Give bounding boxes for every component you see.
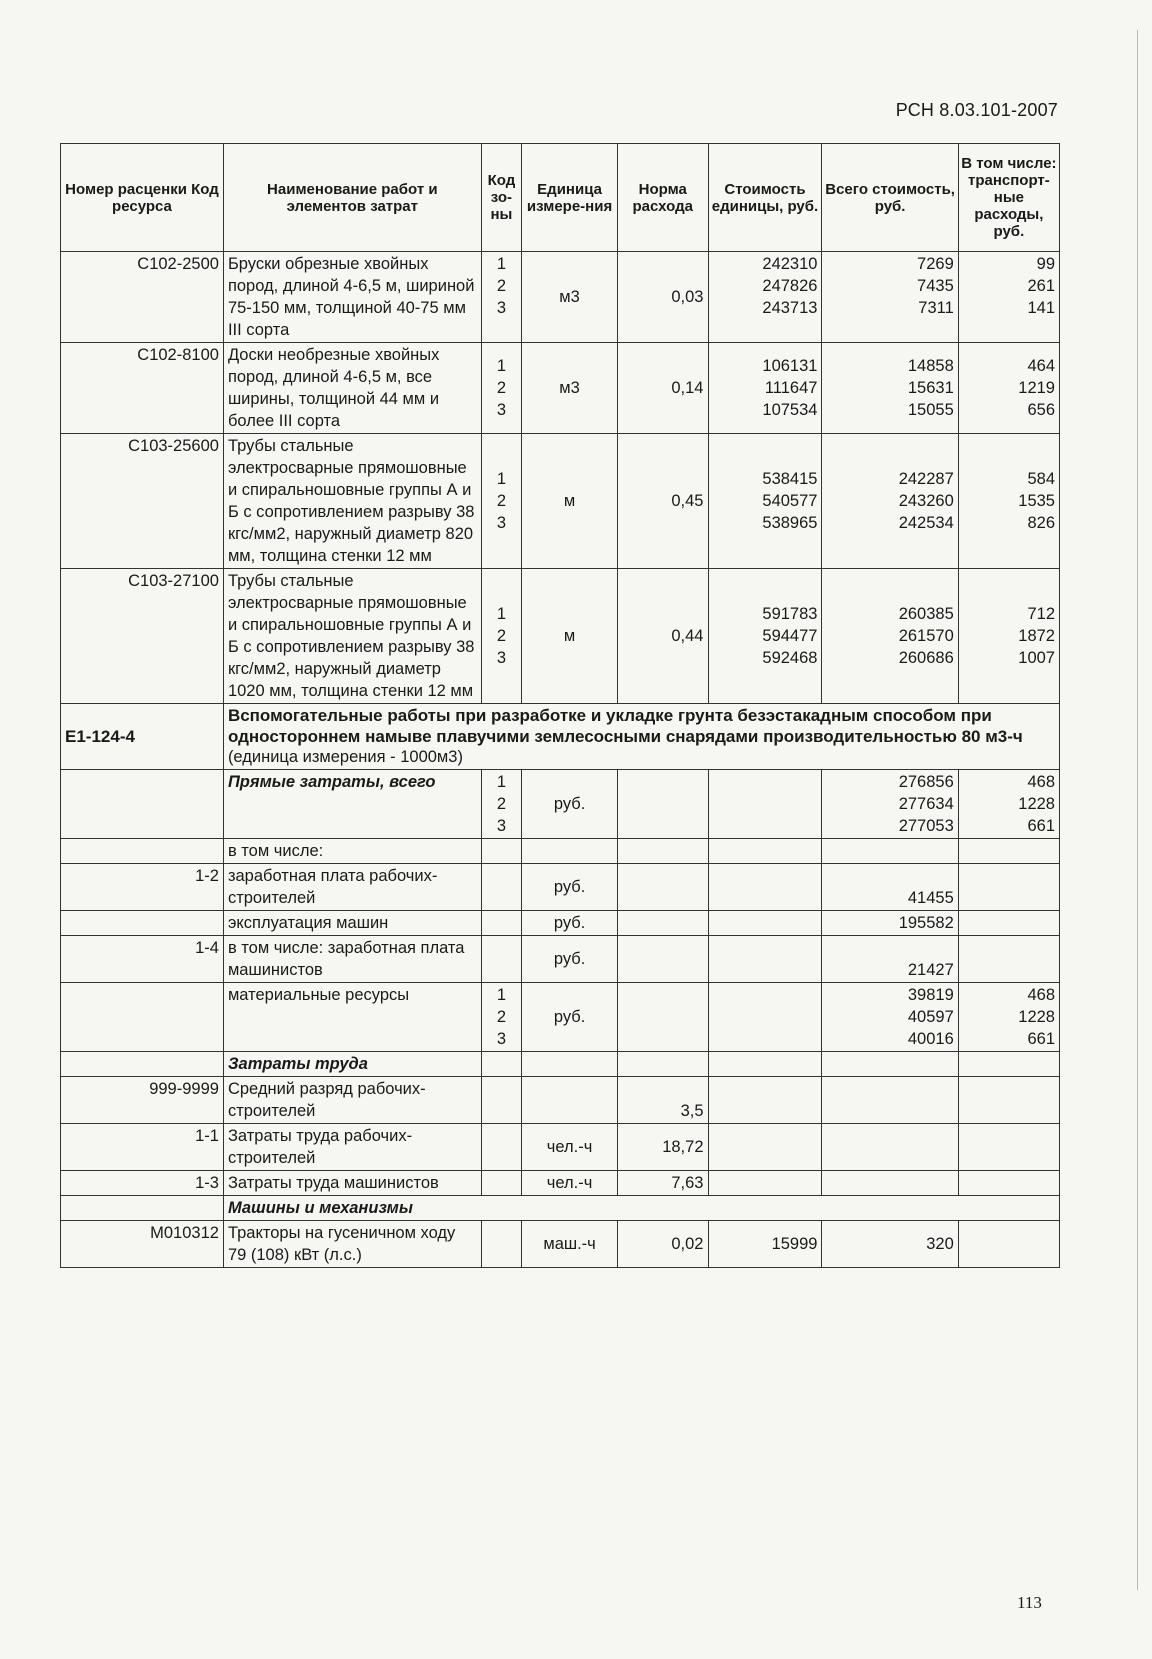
resource-norm: 7,63 [617,1171,708,1196]
resource-code: С103-27100 [61,569,224,704]
resource-name: Средний разряд рабочих-строителей [223,1077,481,1124]
direct-costs-name: Прямые затраты, всего [223,770,481,839]
transport-values: 464 1219 656 [958,343,1059,434]
table-row [61,1052,1060,1077]
total-cost-values: 242287 243260 242534 [822,434,958,569]
resource-code: М010312 [61,1221,224,1268]
direct-costs-unit: руб. [522,770,618,839]
table-row [61,252,1060,343]
resource-name: Затраты труда машинистов [223,1171,481,1196]
table-row [61,569,1060,704]
total-cost-value: 41455 [822,864,958,911]
resource-norm: 0,03 [617,252,708,343]
table-row [61,1077,1060,1124]
resource-name: Доски необрезные хвойных пород, длиной 4-6,5 м, все ширины, толщиной 44 мм и более III сорта [223,343,481,434]
resource-unit: руб. [522,864,618,911]
table-row [61,1196,1060,1221]
resource-code: 1-4 [61,936,224,983]
table-header-row [61,144,1060,252]
empty-cell [61,911,224,936]
resource-name: Бруски обрезные хвойных пород, длиной 4-6,5 м, шириной 75-150 мм, толщиной 40-75 мм III сорта [223,252,481,343]
table-row [61,1124,1060,1171]
total-cost-values: 14858 15631 15055 [822,343,958,434]
col-header-name: Наименование работ и элементов затрат [223,144,481,252]
machinery-header: Машины и механизмы [223,1196,1059,1221]
empty-cell [61,1052,224,1077]
page-edge-line [1137,30,1138,1590]
col-header-total-cost: Всего стоимость, руб. [822,144,958,252]
resource-unit: чел.-ч [522,1171,618,1196]
resource-unit: руб. [522,983,618,1052]
resource-name: в том числе: заработная плата машинистов [223,936,481,983]
zone-codes: 1 2 3 [481,770,521,839]
col-header-code: Номер расценки Код ресурса [61,144,224,252]
resource-code: 1-3 [61,1171,224,1196]
unit-cost-value: 15999 [708,1221,822,1268]
col-header-transport: В том числе: транспорт-ные расходы, руб. [958,144,1059,252]
resource-norm: 3,5 [617,1077,708,1124]
table-row [61,983,1060,1052]
unit-cost-values: 538415 540577 538965 [708,434,822,569]
table-row [61,864,1060,911]
section-unit-note: (единица измерения - 1000м3) [227,748,463,766]
zone-codes: 1 2 3 [481,343,521,434]
resource-unit: м [522,569,618,704]
col-header-unit-cost: Стоимость единицы, руб. [708,144,822,252]
resource-name: Трубы стальные электросварные прямошовные и спиральношовные группы А и Б с сопротивлением разрыву 38 кгс/мм2, наружный диаметр 820 мм, толщина стенки 12 мм [223,434,481,569]
resource-norm: 0,45 [617,434,708,569]
unit-cost-values: 242310 247826 243713 [708,252,822,343]
transport-values: 712 1872 1007 [958,569,1059,704]
empty-cell [708,770,822,839]
empty-cell [61,1196,224,1221]
resource-unit: м [522,434,618,569]
resource-unit: чел.-ч [522,1124,618,1171]
total-cost-value: 21427 [822,936,958,983]
resource-name: Тракторы на гусеничном ходу 79 (108) кВт (л.с.) [223,1221,481,1268]
total-cost-values: 7269 7435 7311 [822,252,958,343]
resource-name: Затраты труда рабочих-строителей [223,1124,481,1171]
resource-code: С102-2500 [61,252,224,343]
resource-code: С102-8100 [61,343,224,434]
resource-unit: м3 [522,252,618,343]
resource-code: 1-1 [61,1124,224,1171]
resource-code: С103-25600 [61,434,224,569]
resource-norm: 0,14 [617,343,708,434]
table-row [61,343,1060,434]
unit-cost-values: 106131 111647 107534 [708,343,822,434]
unit-cost-values: 591783 594477 592468 [708,569,822,704]
zone-codes: 1 2 3 [481,569,521,704]
col-header-unit: Единица измере-ния [522,144,618,252]
resource-unit: руб. [522,936,618,983]
col-header-norm: Норма расхода [617,144,708,252]
section-row [61,704,1060,770]
zone-codes: 1 2 3 [481,252,521,343]
resource-norm: 18,72 [617,1124,708,1171]
empty-cell [61,770,224,839]
resource-code: 999-9999 [61,1077,224,1124]
transport-values: 584 1535 826 [958,434,1059,569]
section-title: Вспомогательные работы при разработке и укладке грунта безэстакадным способом при одностороннем намыве плавучими землесосными снарядами производительностью 80 м3-ч [227,706,1023,746]
section-title-cell [223,704,1059,770]
table-row [61,911,1060,936]
table-row [61,839,1060,864]
resource-norm: 0,02 [617,1221,708,1268]
zone-codes: 1 2 3 [481,983,521,1052]
table-row [61,770,1060,839]
transport-values: 468 1228 661 [958,770,1059,839]
empty-cell [61,983,224,1052]
col-header-zone: Код зо-ны [481,144,521,252]
resource-name: материальные ресурсы [223,983,481,1052]
labor-costs-header: Затраты труда [223,1052,481,1077]
total-cost-values: 39819 40597 40016 [822,983,958,1052]
transport-values: 468 1228 661 [958,983,1059,1052]
resource-code: 1-2 [61,864,224,911]
table-row [61,434,1060,569]
total-cost-value: 195582 [822,911,958,936]
document-code: РСН 8.03.101-2007 [895,100,1058,120]
empty-cell [617,770,708,839]
resource-unit: м3 [522,343,618,434]
resource-norm: 0,44 [617,569,708,704]
table-row [61,936,1060,983]
zone-codes: 1 2 3 [481,434,521,569]
page-number: 113 [1017,1593,1042,1612]
table-row [61,1221,1060,1268]
resource-unit: маш.-ч [522,1221,618,1268]
including-label: в том числе: [223,839,481,864]
rates-table [60,143,1060,1268]
total-cost-values: 276856 277634 277053 [822,770,958,839]
resource-name: эксплуатация машин [223,911,481,936]
table-row [61,1171,1060,1196]
empty-cell [61,839,224,864]
resource-name: заработная плата рабочих-строителей [223,864,481,911]
section-code: Е1-124-4 [61,704,224,770]
total-cost-value: 320 [822,1221,958,1268]
resource-unit: руб. [522,911,618,936]
resource-name: Трубы стальные электросварные прямошовные и спиральношовные группы А и Б с сопротивлением разрыву 38 кгс/мм2, наружный диаметр 1020 мм, толщина стенки 12 мм [223,569,481,704]
transport-values: 99 261 141 [958,252,1059,343]
total-cost-values: 260385 261570 260686 [822,569,958,704]
